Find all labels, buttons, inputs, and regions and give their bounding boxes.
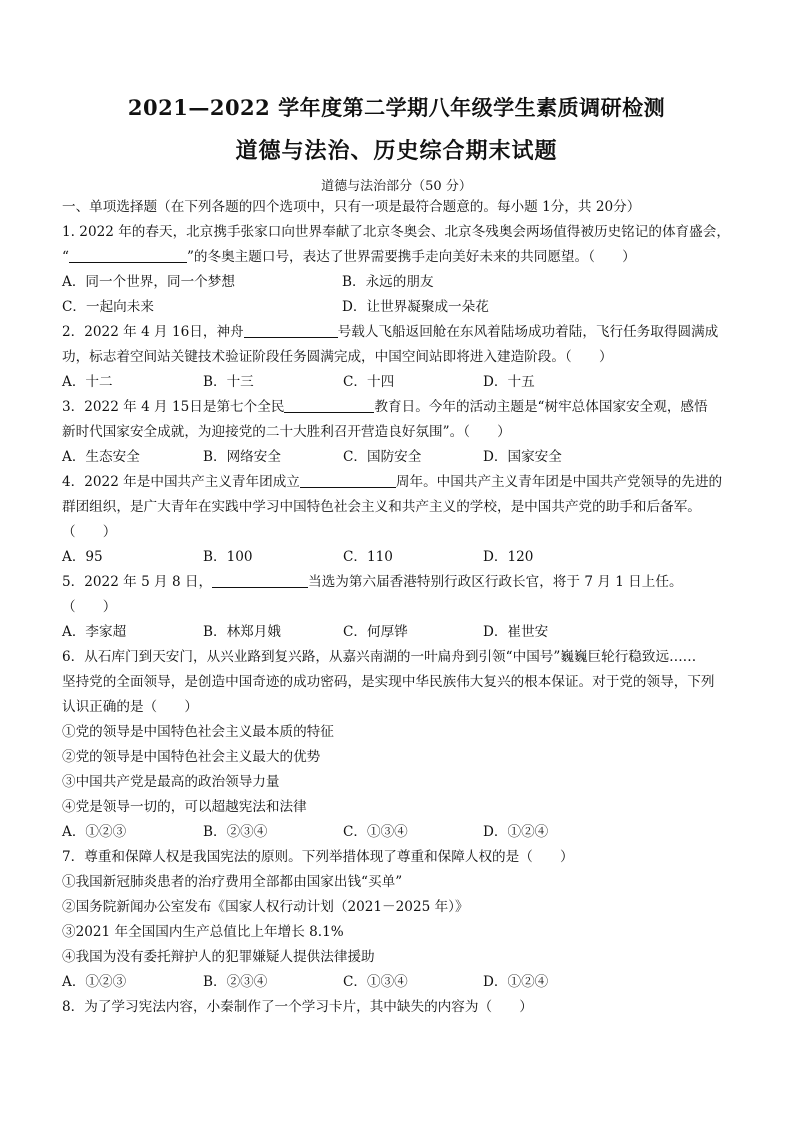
q2-line1-rest: 号载人飞船返回舱在东风着陆场成功着陆，飞行任务取得圆满成 bbox=[337, 324, 719, 340]
section-label: 道德与法治部分（50 分） bbox=[321, 179, 472, 194]
part1-heading: 一、单项选择题（在下列各题的四个选项中，只有一项是最符合题意的。每小题 1分，共 20分） bbox=[62, 199, 641, 215]
q5-option-c: C．何厚铧 bbox=[343, 624, 408, 640]
q5-line1-start: 5．2022 年 5 月 8 日， bbox=[62, 574, 213, 590]
q6-option-b: B．②③④ bbox=[203, 824, 268, 840]
q2-line1 bbox=[62, 323, 718, 341]
q8-line1: 8．为了学习宪法内容，小秦制作了一个学习卡片，其中缺失的内容为（ ） bbox=[62, 999, 533, 1015]
q6-line2: 坚持党的全面领导，是创造中国奇迹的成功密码，是实现中华民族伟大复兴的根本保证。对于党的领导，下列 bbox=[62, 674, 715, 690]
q3-blank bbox=[284, 398, 374, 413]
q4-option-b: B．100 bbox=[203, 549, 253, 565]
q3-line1 bbox=[62, 398, 708, 416]
q2-option-b: B．十三 bbox=[203, 374, 254, 390]
q7-option-c: C．①③④ bbox=[343, 974, 408, 990]
q5-line2: （ ） bbox=[62, 599, 117, 615]
q7-statement-3: ③2021 年全国国内生产总值比上年增长 8.1% bbox=[62, 924, 344, 940]
q3-line1-rest: 教育日。今年的活动主题是“树牢总体国家安全观，感悟 bbox=[374, 399, 708, 415]
q7-statement-2: ②国务院新闻办公室发布《国家人权行动计划（2021－2025 年）》 bbox=[62, 899, 469, 915]
q2-option-d: D．十五 bbox=[483, 374, 535, 390]
q4-blank bbox=[300, 473, 396, 488]
q4-line3: （ ） bbox=[62, 524, 117, 540]
q2-line2: 功，标志着空间站关键技术验证阶段任务圆满完成，中国空间站即将进入建造阶段。（ ） bbox=[62, 349, 613, 365]
q5-option-a: A．李家超 bbox=[62, 624, 127, 640]
q7-statement-1: ①我国新冠肺炎患者的治疗费用全部都由国家出钱“买单” bbox=[62, 874, 403, 890]
q5-blank bbox=[212, 573, 308, 588]
q1-option-c: C．一起向未来 bbox=[62, 299, 154, 315]
q1-open-quote: “ bbox=[62, 249, 69, 265]
q6-statement-2: ②党的领导是中国特色社会主义最大的优势 bbox=[62, 749, 321, 765]
q5-line1 bbox=[62, 573, 683, 591]
q7-option-d: D．①②④ bbox=[483, 974, 549, 990]
exam-subject-title: 道德与法治、历史综合期末试题 bbox=[235, 138, 558, 164]
q6-option-d: D．①②④ bbox=[483, 824, 549, 840]
q4-line1 bbox=[62, 473, 722, 491]
q2-option-c: C．十四 bbox=[343, 374, 395, 390]
q1-option-a: A．同一个世界，同一个梦想 bbox=[62, 274, 235, 290]
q6-statement-1: ①党的领导是中国特色社会主义最本质的特征 bbox=[62, 724, 334, 740]
q4-line2: 群团组织，是广大青年在实践中学习中国特色社会主义和共产主义的学校，是中国共产党的助手和后备军。 bbox=[62, 499, 701, 515]
q6-option-a: A．①②③ bbox=[62, 824, 127, 840]
q4-option-d: D．120 bbox=[483, 549, 534, 565]
q1-option-b: B．永远的朋友 bbox=[342, 274, 434, 290]
q4-option-a: A．95 bbox=[62, 549, 103, 565]
q6-line1: 6．从石库门到天安门，从兴业路到复兴路，从嘉兴南湖的一叶扁舟到引领“中国号”巍巍巨轮行稳致远…… bbox=[62, 649, 697, 665]
q5-option-b: B．林郑月娥 bbox=[203, 624, 281, 640]
q1-option-d: D．让世界凝聚成一朵花 bbox=[342, 299, 489, 315]
q6-statement-3: ③中国共产党是最高的政治领导力量 bbox=[62, 774, 280, 790]
q1-line2 bbox=[62, 248, 636, 266]
q1-line1: 1. 2022 年的春天，北京携手张家口向世界奉献了北京冬奥会、北京冬残奥会两场值得被历史铭记的体育盛会， bbox=[62, 224, 730, 240]
q6-option-c: C．①③④ bbox=[343, 824, 408, 840]
q3-line2: 新时代国家安全成就，为迎接党的二十大胜利召开营造良好氛围”。（ ） bbox=[62, 424, 511, 440]
q4-line1-rest: 周年。中国共产主义青年团是中国共产党领导的先进的 bbox=[395, 474, 723, 490]
q7-option-a: A．①②③ bbox=[62, 974, 127, 990]
q6-statement-4: ④党是领导一切的，可以超越宪法和法律 bbox=[62, 799, 307, 815]
q3-option-d: D．国家安全 bbox=[483, 449, 562, 465]
q5-option-d: D．崔世安 bbox=[483, 624, 549, 640]
q3-option-a: A．生态安全 bbox=[62, 449, 140, 465]
q4-line1-start: 4．2022 年是中国共产主义青年团成立 bbox=[62, 474, 300, 490]
q2-line1-start: 2．2022 年 4 月 16日，神舟 bbox=[62, 324, 244, 340]
q2-option-a: A．十二 bbox=[62, 374, 113, 390]
q1-blank bbox=[69, 248, 187, 263]
q7-line1: 7．尊重和保障人权是我国宪法的原则。下列举措体现了尊重和保障人权的是（ ） bbox=[62, 849, 574, 865]
q4-option-c: C．110 bbox=[343, 549, 393, 565]
q5-line1-rest: 当选为第六届香港特别行政区行政长官，将于 7 月 1 日上任。 bbox=[308, 574, 683, 590]
q7-option-b: B．②③④ bbox=[203, 974, 268, 990]
q7-statement-4: ④我国为没有委托辩护人的犯罪嫌疑人提供法律援助 bbox=[62, 949, 375, 965]
exam-title: 2021—2022 学年度第二学期八年级学生素质调研检测 bbox=[127, 95, 666, 120]
q1-line2-rest: ”的冬奥主题口号，表达了世界需要携手走向美好未来的共同愿望。（ ） bbox=[186, 249, 636, 265]
q6-line3: 认识正确的是（ ） bbox=[62, 699, 198, 715]
q3-option-b: B．网络安全 bbox=[203, 449, 281, 465]
q3-line1-start: 3．2022 年 4 月 15日是第七个全民 bbox=[62, 399, 285, 415]
q3-option-c: C．国防安全 bbox=[343, 449, 422, 465]
q2-blank bbox=[244, 323, 338, 338]
